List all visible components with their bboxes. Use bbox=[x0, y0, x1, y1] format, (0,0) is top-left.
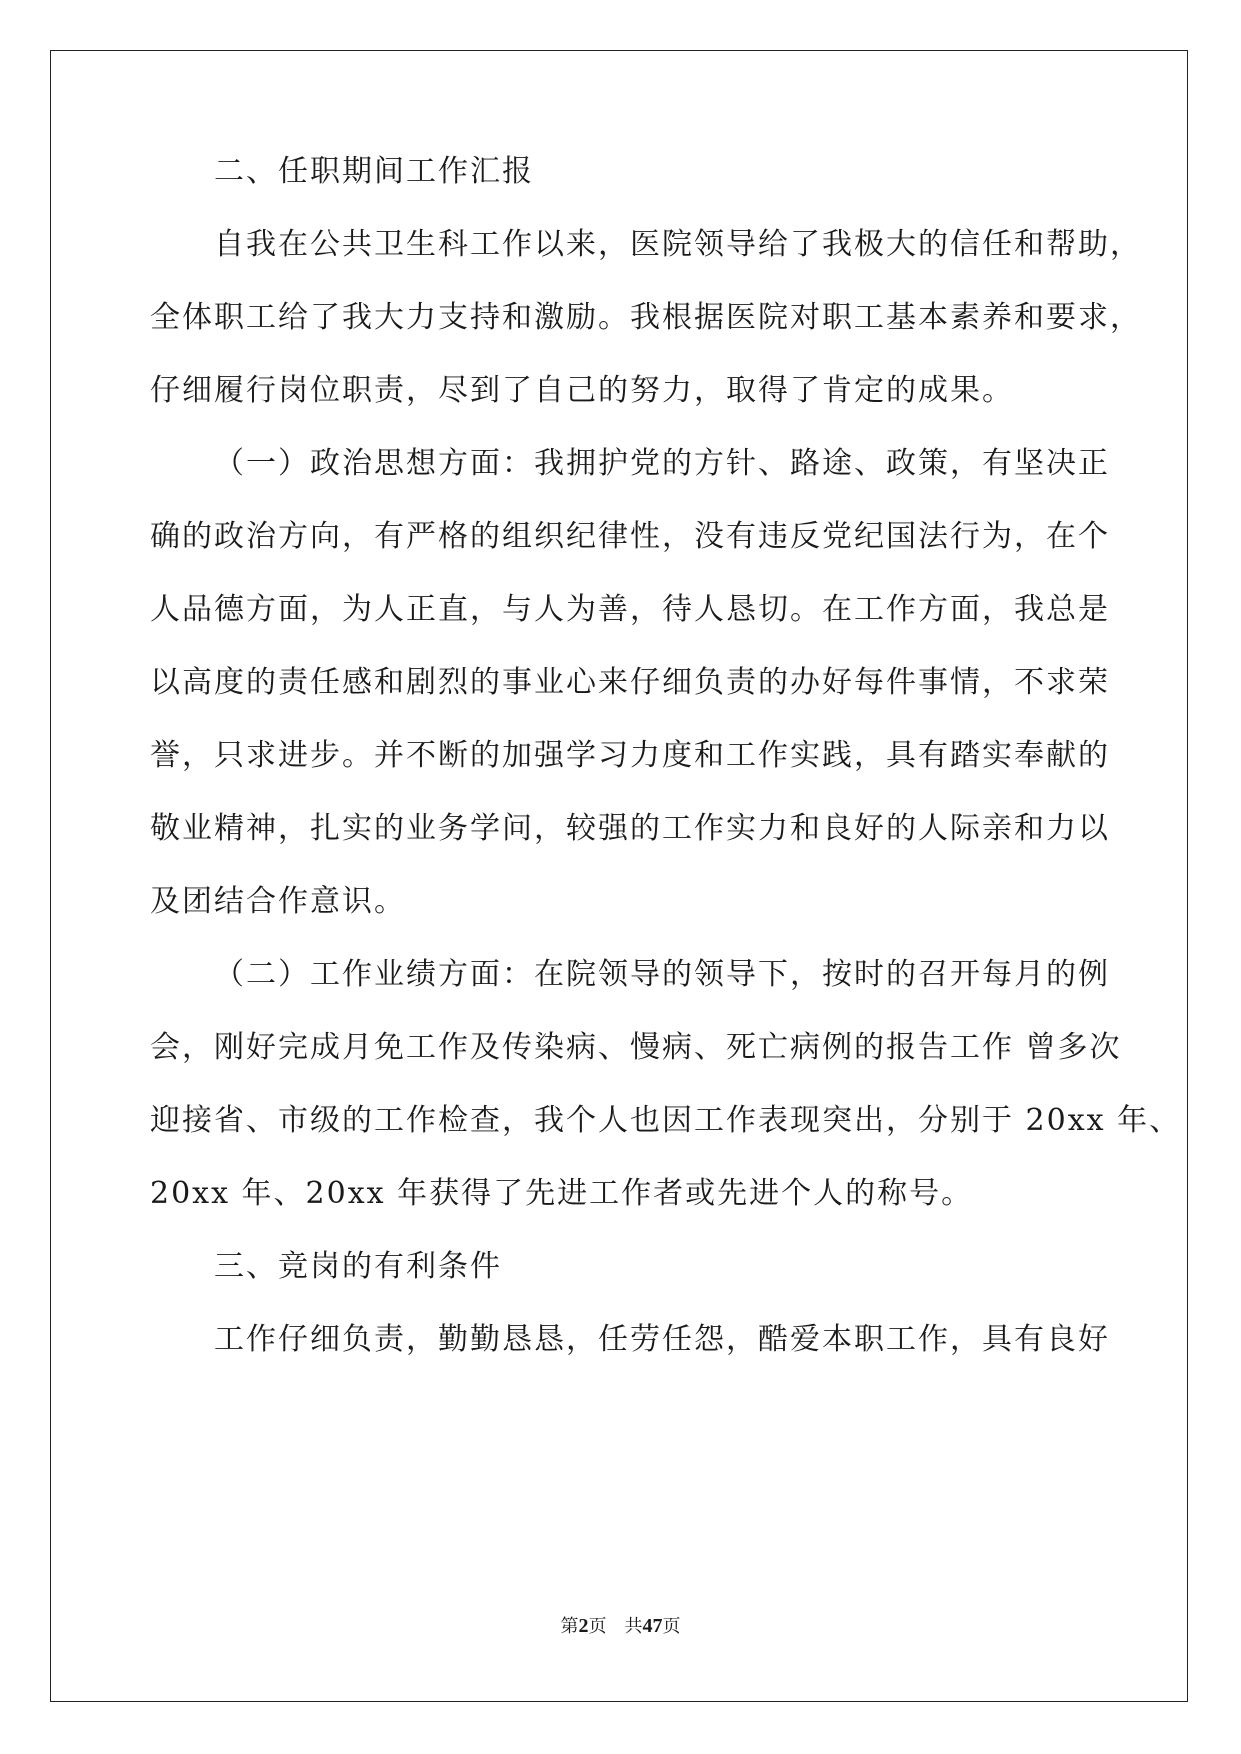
paragraph-line: 会，刚好完成月免工作及传染病、慢病、死亡病例的报告工作 曾多次 bbox=[150, 1030, 1122, 1065]
paragraph-line: 全体职工给了我大力支持和激励。我根据医院对职工基本素养和要求， bbox=[150, 300, 1142, 335]
paragraph-line: 迎接省、市级的工作检查，我个人也因工作表现突出，分别于 20xx 年、 bbox=[150, 1103, 1182, 1138]
section-heading-2: 二、任职期间工作汇报 bbox=[214, 154, 534, 189]
section-heading-3: 三、竞岗的有利条件 bbox=[214, 1249, 502, 1284]
footer-prefix: 第 bbox=[560, 1616, 579, 1637]
paragraph-line: 确的政治方向，有严格的组织纪律性，没有违反党纪国法行为，在个 bbox=[150, 519, 1110, 554]
paragraph-line: 以高度的责任感和剧烈的事业心来仔细负责的办好每件事情，不求荣 bbox=[150, 665, 1110, 700]
paragraph-line: 自我在公共卫生科工作以来，医院领导给了我极大的信任和帮助， bbox=[214, 227, 1142, 262]
paragraph-line: （二）工作业绩方面：在院领导的领导下，按时的召开每月的例 bbox=[214, 957, 1110, 992]
paragraph-line: （一）政治思想方面：我拥护党的方针、路途、政策，有坚决正 bbox=[214, 446, 1110, 481]
paragraph-line: 敬业精神，扎实的业务学问，较强的工作实力和良好的人际亲和力以 bbox=[150, 811, 1110, 846]
paragraph-line: 人品德方面，为人正直，与人为善，待人恳切。在工作方面，我总是 bbox=[150, 592, 1110, 627]
current-page-number: 2 bbox=[578, 1615, 589, 1637]
paragraph-line: 仔细履行岗位职责，尽到了自己的努力，取得了肯定的成果。 bbox=[150, 373, 1014, 408]
page-footer bbox=[0, 1612, 1241, 1638]
paragraph-line: 及团结合作意识。 bbox=[150, 884, 406, 919]
paragraph-line: 誉，只求进步。并不断的加强学习力度和工作实践，具有踏实奉献的 bbox=[150, 738, 1110, 773]
footer-suffix: 页 bbox=[662, 1616, 681, 1637]
total-pages: 47 bbox=[642, 1615, 663, 1637]
footer-mid: 页 共 bbox=[588, 1616, 643, 1637]
paragraph-line: 20xx 年、20xx 年获得了先进工作者或先进个人的称号。 bbox=[150, 1176, 974, 1211]
paragraph-line: 工作仔细负责，勤勤恳恳，任劳任怨，酷爱本职工作，具有良好 bbox=[214, 1322, 1110, 1357]
